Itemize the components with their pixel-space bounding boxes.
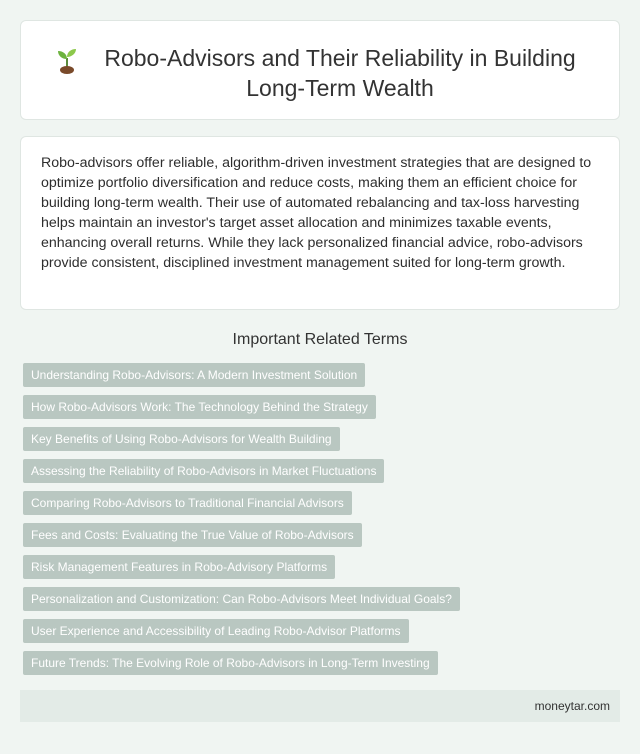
footer — [20, 690, 620, 722]
title-card — [20, 20, 620, 120]
related-terms-heading: Important Related Terms — [232, 331, 408, 348]
related-term-tag[interactable]: Fees and Costs: Evaluating the True Value of Robo-Advisors — [23, 523, 362, 547]
related-term-tag[interactable]: Assessing the Reliability of Robo-Advisors in Market Fluctuations — [23, 459, 384, 483]
related-term-tag[interactable]: Understanding Robo-Advisors: A Modern Investment Solution — [23, 363, 365, 387]
summary-text: Robo-advisors offer reliable, algorithm-driven investment strategies that are designed to optimize portfolio diversification and reduce costs, making them an efficient choice for building long-term wealth. Their use of automated rebalancing and tax-loss harvesting helps maintain an investor's target asset allocation and minimizes taxable events, enhancing overall returns. While they lack personalized financial advice, robo-advisors provide consistent, disciplined investment management suited for long-term growth. — [41, 155, 592, 271]
related-term-tag[interactable]: Key Benefits of Using Robo-Advisors for Wealth Building — [23, 427, 340, 451]
related-term-tag[interactable]: How Robo-Advisors Work: The Technology Behind the Strategy — [23, 395, 376, 419]
footer-site-link[interactable]: moneytar.com — [534, 699, 610, 713]
related-term-tag[interactable]: User Experience and Accessibility of Leading Robo-Advisor Platforms — [23, 619, 409, 643]
related-terms-list — [23, 363, 623, 683]
page-title: Robo-Advisors and Their Reliability in Building Long-Term Wealth — [104, 45, 576, 101]
sprout-icon — [55, 45, 79, 75]
related-term-tag[interactable]: Future Trends: The Evolving Role of Robo-Advisors in Long-Term Investing — [23, 651, 438, 675]
related-term-tag[interactable]: Personalization and Customization: Can Robo-Advisors Meet Individual Goals? — [23, 587, 460, 611]
related-term-tag[interactable]: Comparing Robo-Advisors to Traditional Financial Advisors — [23, 491, 352, 515]
summary-card — [20, 136, 620, 310]
related-term-tag[interactable]: Risk Management Features in Robo-Advisory Platforms — [23, 555, 335, 579]
